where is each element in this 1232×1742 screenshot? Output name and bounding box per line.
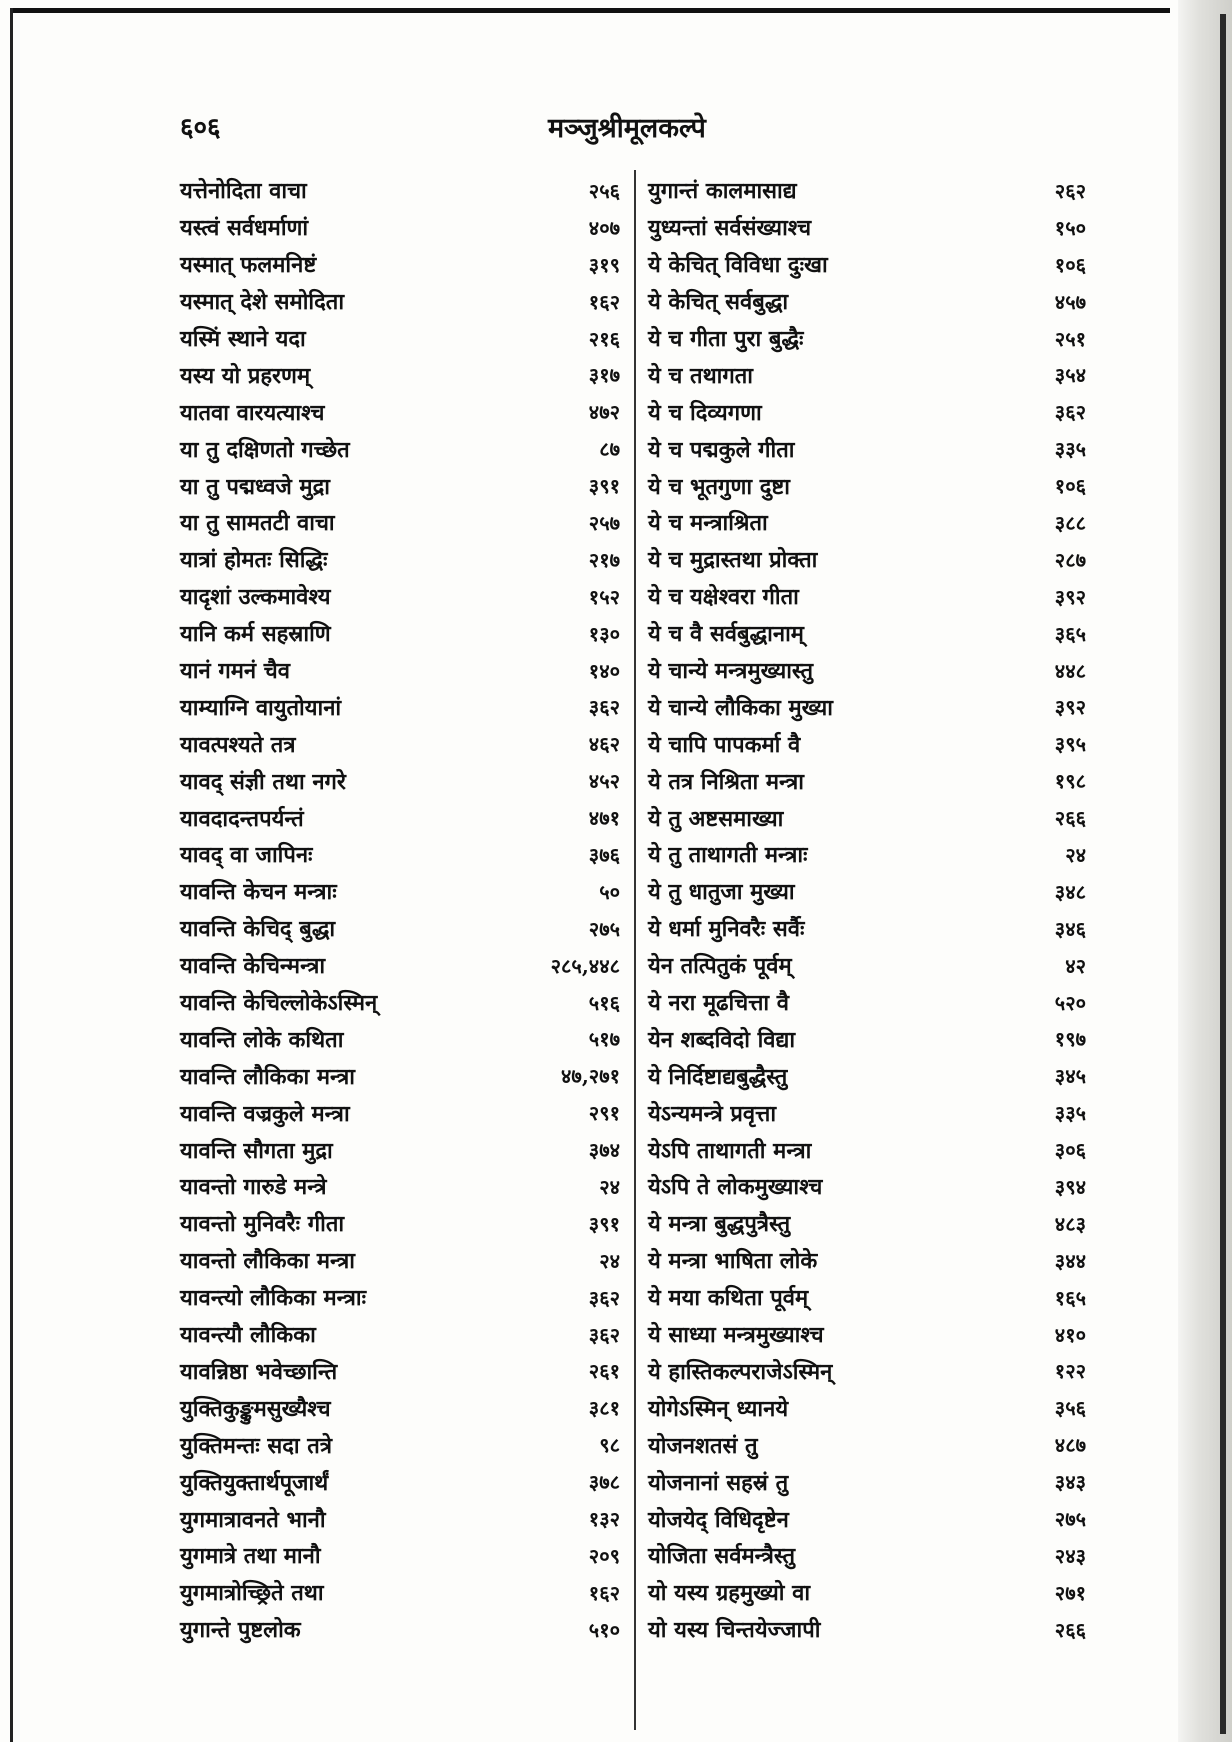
index-column-right — [648, 172, 1086, 1648]
entry-text: ये केचित् विविधा दुःखा — [648, 252, 828, 279]
entry-page-number: १५२ — [588, 584, 620, 609]
entry-page-number: ४४८ — [1054, 658, 1086, 683]
index-entry — [648, 283, 1086, 320]
entry-page-number: ४२ — [1065, 953, 1086, 978]
index-entry — [180, 1426, 620, 1463]
entry-page-number: २७५ — [588, 916, 620, 941]
entry-page-number: ३५४ — [1054, 363, 1086, 388]
index-entry — [180, 688, 620, 725]
entry-page-number: ३७८ — [588, 1470, 620, 1495]
entry-text: यावन्ति लोके कथिता — [180, 1026, 344, 1053]
entry-page-number: ५२० — [1054, 990, 1086, 1015]
index-entry — [180, 1574, 620, 1611]
entry-page-number: ४१० — [1054, 1322, 1086, 1347]
entry-page-number: १३२ — [588, 1507, 620, 1531]
index-entry — [648, 688, 1086, 725]
entry-page-number: २६६ — [1054, 806, 1086, 831]
index-entry — [180, 1131, 620, 1168]
index-entry — [180, 1611, 620, 1648]
entry-page-number: १६५ — [1054, 1285, 1086, 1310]
entry-page-number: ३९४ — [1054, 1174, 1086, 1199]
entry-page-number: ३८१ — [588, 1396, 620, 1421]
entry-text: ये च मुद्रास्तथा प्रोक्ता — [648, 547, 818, 574]
index-entry — [180, 652, 620, 689]
index-entry — [180, 615, 620, 652]
entry-page-number: २८७ — [1054, 547, 1086, 572]
entry-page-number: १६२ — [588, 289, 620, 314]
entry-page-number: २०९ — [588, 1543, 620, 1568]
index-entry — [648, 799, 1086, 836]
entry-page-number: २६६ — [1054, 1617, 1086, 1642]
entry-page-number: ३७६ — [588, 842, 620, 867]
entry-text: या तु सामतटी वाचा — [180, 510, 335, 537]
entry-page-number: १९८ — [1054, 769, 1086, 794]
index-column-left — [180, 172, 620, 1648]
entry-page-number: ३५६ — [1054, 1396, 1086, 1421]
index-entry — [180, 1205, 620, 1242]
entry-text: ये साध्या मन्त्रमुख्याश्च — [648, 1322, 824, 1349]
entry-page-number: ५१७ — [588, 1027, 620, 1052]
entry-page-number: ४७२ — [588, 400, 620, 425]
entry-text: या तु पद्मध्वजे मुद्रा — [180, 473, 330, 500]
index-entry — [180, 393, 620, 430]
index-entry — [648, 836, 1086, 873]
index-entry — [180, 1242, 620, 1279]
entry-text: यो यस्य ग्रहमुख्यो वा — [648, 1580, 811, 1607]
index-entry — [648, 1094, 1086, 1131]
entry-page-number: ४७,२७१ — [561, 1064, 620, 1089]
entry-page-number: २८५,४४८ — [550, 953, 620, 978]
entry-page-number: ३४८ — [1054, 879, 1086, 904]
entry-text: युगमात्रोच्छ्रिते तथा — [180, 1580, 324, 1607]
entry-text: ये तत्र निश्रिता मन्त्रा — [648, 768, 804, 795]
entry-text: यावन्ति केचिल्लोकेऽस्मिन् — [180, 990, 378, 1017]
entry-text: युगान्ते पुष्टलोक — [180, 1617, 301, 1644]
entry-text: योजिता सर्वमन्त्रैस्तु — [648, 1543, 796, 1570]
entry-text: यानं गमनं चैव — [180, 658, 290, 685]
entry-text: यातवा वारयत्याश्च — [180, 399, 325, 426]
entry-text: युध्यन्तां सर्वसंख्याश्च — [648, 215, 812, 242]
index-entry — [648, 246, 1086, 283]
entry-text: यावन्तो लौकिका मन्त्रा — [180, 1248, 355, 1275]
index-entry — [180, 725, 620, 762]
entry-page-number: ३९२ — [1054, 584, 1086, 609]
top-border-line — [10, 8, 1170, 13]
entry-text: याम्याग्नि वायुतोयानां — [180, 694, 342, 721]
index-entry — [180, 504, 620, 541]
entry-text: ये मया कथिता पूर्वम् — [648, 1285, 809, 1312]
index-entry — [648, 1279, 1086, 1316]
index-entry — [648, 1205, 1086, 1242]
entry-page-number: १९७ — [1054, 1027, 1086, 1052]
entry-text: यावन्त्यौ लौकिका — [180, 1322, 316, 1349]
index-entry — [648, 320, 1086, 357]
entry-text: योजनशतसं तु — [648, 1432, 758, 1459]
entry-text: युक्तियुक्तार्थपूजार्थं — [180, 1469, 329, 1496]
index-entry — [648, 1537, 1086, 1574]
entry-page-number: ३६२ — [1054, 400, 1086, 425]
entry-text: ये तु अष्टसमाख्या — [648, 805, 784, 832]
entry-text: ये च तथागता — [648, 362, 753, 389]
index-entry — [648, 873, 1086, 910]
entry-page-number: ४५२ — [588, 769, 620, 794]
entry-text: युक्तिमन्तः सदा तत्रे — [180, 1432, 332, 1459]
index-entry — [648, 1611, 1086, 1648]
entry-text: यानि कर्म सहस्राणि — [180, 621, 331, 648]
index-entry — [648, 1316, 1086, 1353]
entry-page-number: २४ — [1065, 842, 1086, 867]
index-entry — [180, 910, 620, 947]
entry-text: यावद् संज्ञी तथा नगरे — [180, 768, 346, 795]
entry-text: ये चापि पापकर्मा वै — [648, 731, 801, 758]
index-entry — [648, 1131, 1086, 1168]
entry-page-number: ३४६ — [1054, 916, 1086, 941]
entry-page-number: १३० — [588, 621, 620, 646]
index-entry — [180, 984, 620, 1021]
index-entry — [180, 430, 620, 467]
entry-text: येऽपि ताथागती मन्त्रा — [648, 1137, 812, 1164]
entry-page-number: २६१ — [588, 1359, 620, 1384]
index-entry — [180, 1463, 620, 1500]
index-entry — [180, 873, 620, 910]
entry-text: युगमात्रावनते भानौ — [180, 1506, 326, 1533]
entry-page-number: ३६५ — [1054, 621, 1086, 646]
entry-text: येऽन्यमन्त्रे प्रवृत्ता — [648, 1100, 777, 1127]
entry-page-number: १२२ — [1054, 1359, 1086, 1384]
entry-text: यादृशां उल्कमावेश्य — [180, 584, 331, 611]
index-entry — [648, 725, 1086, 762]
index-entry — [180, 1057, 620, 1094]
entry-text: यावन्त्यो लौकिका मन्त्राः — [180, 1285, 367, 1312]
index-entry — [648, 762, 1086, 799]
index-entry — [648, 356, 1086, 393]
entry-text: यावन्ति केचिद् बुद्धा — [180, 916, 336, 943]
index-entry — [648, 1353, 1086, 1390]
entry-text: यस्मात् फलमनिष्टं — [180, 252, 317, 279]
index-entry — [180, 1500, 620, 1537]
index-entry — [648, 1020, 1086, 1057]
entry-page-number: ३७४ — [588, 1138, 620, 1163]
entry-page-number: ३९१ — [588, 1211, 620, 1236]
entry-page-number: ३९१ — [588, 474, 620, 499]
entry-page-number: ४७१ — [588, 806, 620, 831]
entry-page-number: ४०७ — [588, 215, 620, 240]
entry-page-number: ४८३ — [1054, 1211, 1086, 1236]
index-entry — [180, 1094, 620, 1131]
entry-page-number: ३६२ — [588, 695, 620, 720]
entry-text: यावदादन्तपर्यन्तं — [180, 805, 304, 832]
entry-page-number: ३४५ — [1054, 1064, 1086, 1089]
entry-text: यस्मिं स्थाने यदा — [180, 326, 306, 352]
entry-page-number: ५१६ — [588, 990, 620, 1015]
entry-text: युक्तिकुङ्कुमसुख्यैश्च — [180, 1395, 331, 1422]
entry-text: यावन्ति केचन मन्त्राः — [180, 879, 337, 906]
index-entry — [648, 652, 1086, 689]
index-entry — [648, 910, 1086, 947]
entry-page-number: २५७ — [588, 510, 620, 535]
entry-text: ये तु धातुजा मुख्या — [648, 879, 795, 906]
entry-page-number: ३३५ — [1054, 437, 1086, 462]
entry-page-number: ३३५ — [1054, 1101, 1086, 1126]
entry-text: येन तत्पितुकं पूर्वम् — [648, 953, 792, 980]
entry-text: युगान्तं कालमासाद्य — [648, 178, 797, 205]
entry-text: यत्तेनोदिता वाचा — [180, 178, 307, 205]
entry-text: यावन्निष्ठा भवेच्छान्ति — [180, 1358, 338, 1385]
index-entry — [180, 1537, 620, 1574]
entry-page-number: ५१० — [588, 1617, 620, 1642]
index-entry — [648, 615, 1086, 652]
entry-text: ये च वै सर्वबुद्धानाम् — [648, 621, 804, 648]
entry-text: येऽपि ते लोकमुख्याश्च — [648, 1174, 823, 1201]
entry-text: यावन्ति लौकिका मन्त्रा — [180, 1063, 355, 1090]
entry-page-number: २५१ — [1054, 326, 1086, 351]
entry-text: योजनानां सहस्रं तु — [648, 1469, 789, 1496]
entry-page-number: ३१७ — [588, 363, 620, 388]
entry-page-number: ४५७ — [1054, 289, 1086, 314]
entry-page-number: २१७ — [588, 547, 620, 572]
page-header — [0, 108, 1232, 148]
entry-text: यात्रां होमतः सिद्धिः — [180, 547, 328, 574]
index-entry — [180, 1168, 620, 1205]
entry-page-number: ४६२ — [588, 732, 620, 757]
entry-text: ये चान्ये मन्त्रमुख्यास्तु — [648, 658, 814, 685]
entry-page-number: २१६ — [588, 326, 620, 351]
entry-page-number: ३०६ — [1054, 1138, 1086, 1163]
entry-page-number: २७५ — [1054, 1507, 1086, 1531]
index-entry — [648, 1242, 1086, 1279]
entry-text: ये मन्त्रा भाषिता लोके — [648, 1248, 818, 1275]
entry-page-number: १०६ — [1054, 474, 1086, 499]
index-entry — [648, 984, 1086, 1021]
index-entry — [180, 1353, 620, 1390]
index-entry — [180, 541, 620, 578]
entry-text: योगेऽस्मिन् ध्यानये — [648, 1395, 789, 1422]
entry-page-number: १५० — [1054, 215, 1086, 240]
entry-text: ये केचित् सर्वबुद्धा — [648, 289, 789, 316]
entry-page-number: ५० — [599, 879, 620, 904]
entry-text: यस्य यो प्रहरणम् — [180, 362, 311, 389]
index-entry — [648, 947, 1086, 984]
entry-text: ये च भूतगुणा दुष्टा — [648, 473, 790, 500]
index-entry — [180, 246, 620, 283]
entry-text: ये तु ताथागती मन्त्राः — [648, 842, 808, 869]
index-entry — [180, 172, 620, 209]
entry-text: यावन्ति सौगता मुद्रा — [180, 1137, 333, 1164]
entry-page-number: ३८८ — [1054, 510, 1086, 535]
index-entry — [648, 1463, 1086, 1500]
index-entry — [180, 320, 620, 357]
entry-page-number: ३४३ — [1054, 1470, 1086, 1495]
entry-text: यावत्पश्यते तत्र — [180, 731, 296, 758]
index-entry — [180, 799, 620, 836]
index-entry — [180, 209, 620, 246]
index-entry — [180, 467, 620, 504]
entry-page-number: ३९२ — [1054, 695, 1086, 720]
entry-page-number: ३६२ — [588, 1322, 620, 1347]
entry-text: येन शब्दविदो विद्या — [648, 1026, 796, 1053]
index-entry — [180, 1316, 620, 1353]
index-entry — [648, 172, 1086, 209]
entry-page-number: २४ — [599, 1174, 620, 1199]
entry-page-number: ३६२ — [588, 1285, 620, 1310]
index-entry — [180, 836, 620, 873]
entry-text: या तु दक्षिणतो गच्छेत — [180, 436, 350, 463]
index-entry — [180, 1279, 620, 1316]
index-entry — [180, 578, 620, 615]
entry-page-number: १०६ — [1054, 252, 1086, 277]
index-entry — [180, 356, 620, 393]
entry-text: ये च यक्षेश्वरा गीता — [648, 584, 799, 611]
entry-page-number: १४० — [588, 658, 620, 683]
index-entry — [180, 283, 620, 320]
entry-page-number: २७१ — [1054, 1580, 1086, 1605]
entry-text: यावद् वा जापिनः — [180, 842, 313, 869]
entry-page-number: ८७ — [599, 437, 620, 462]
entry-text: ये नरा मूढचित्ता वै — [648, 990, 789, 1017]
index-entry — [648, 1426, 1086, 1463]
entry-text: ये चान्ये लौकिका मुख्या — [648, 694, 833, 721]
entry-text: ये च मन्त्राश्रिता — [648, 510, 768, 537]
entry-text: ये निर्दिष्टाद्यबुद्धैस्तु — [648, 1063, 788, 1090]
index-entry — [648, 1057, 1086, 1094]
entry-text: ये च गीता पुरा बुद्धैः — [648, 326, 804, 352]
index-entry — [648, 209, 1086, 246]
entry-text: यावन्तो गारुडे मन्त्रे — [180, 1174, 327, 1201]
index-entry — [648, 1500, 1086, 1537]
index-entry — [648, 541, 1086, 578]
entry-text: ये मन्त्रा बुद्धपुत्रैस्तु — [648, 1211, 791, 1238]
entry-text: यस्त्वं सर्वधर्माणां — [180, 215, 309, 242]
entry-page-number: २९१ — [588, 1101, 620, 1126]
entry-text: यावन्ति केचिन्मन्त्रा — [180, 953, 326, 980]
index-entry — [648, 1574, 1086, 1611]
entry-page-number: २६२ — [1054, 178, 1086, 203]
page-number: ६०६ — [180, 113, 221, 143]
entry-page-number: ३९५ — [1054, 732, 1086, 757]
entry-text: ये च पद्मकुले गीता — [648, 436, 795, 463]
index-entry — [648, 467, 1086, 504]
entry-text: ये हास्तिकल्पराजेऽस्मिन् — [648, 1358, 833, 1385]
entry-text: यावन्ति वज्रकुले मन्त्रा — [180, 1100, 350, 1127]
index-entry — [648, 430, 1086, 467]
entry-text: यो यस्य चिन्तयेज्जापी — [648, 1617, 821, 1644]
right-border-line — [1220, 14, 1226, 1734]
index-entry — [648, 393, 1086, 430]
entry-text: यस्मात् देशे समोदिता — [180, 289, 345, 316]
index-entry — [180, 947, 620, 984]
entry-page-number: १६२ — [588, 1580, 620, 1605]
index-entry — [180, 1020, 620, 1057]
column-divider — [634, 170, 636, 1730]
index-entry — [648, 1389, 1086, 1426]
left-border-line — [10, 8, 13, 1742]
entry-text: यावन्तो मुनिवरैः गीता — [180, 1211, 345, 1238]
entry-text: ये धर्मा मुनिवरैः सर्वैः — [648, 916, 805, 943]
index-entry — [180, 1389, 620, 1426]
index-entry — [648, 1168, 1086, 1205]
index-entry — [648, 578, 1086, 615]
entry-page-number: २४३ — [1054, 1543, 1086, 1568]
entry-page-number: ३१९ — [588, 252, 620, 277]
index-entry — [648, 504, 1086, 541]
entry-page-number: ९८ — [599, 1433, 620, 1458]
entry-text: योजयेद् विधिदृष्टेन — [648, 1506, 789, 1533]
entry-page-number: २५६ — [588, 178, 620, 203]
entry-page-number: ३४४ — [1054, 1248, 1086, 1273]
running-title: मञ्जुश्रीमूलकल्पे — [548, 113, 706, 144]
index-entry — [180, 762, 620, 799]
entry-page-number: २४ — [599, 1248, 620, 1273]
entry-page-number: ४८७ — [1054, 1433, 1086, 1458]
entry-text: युगमात्रे तथा मानौ — [180, 1543, 321, 1570]
entry-text: ये च दिव्यगणा — [648, 399, 762, 426]
